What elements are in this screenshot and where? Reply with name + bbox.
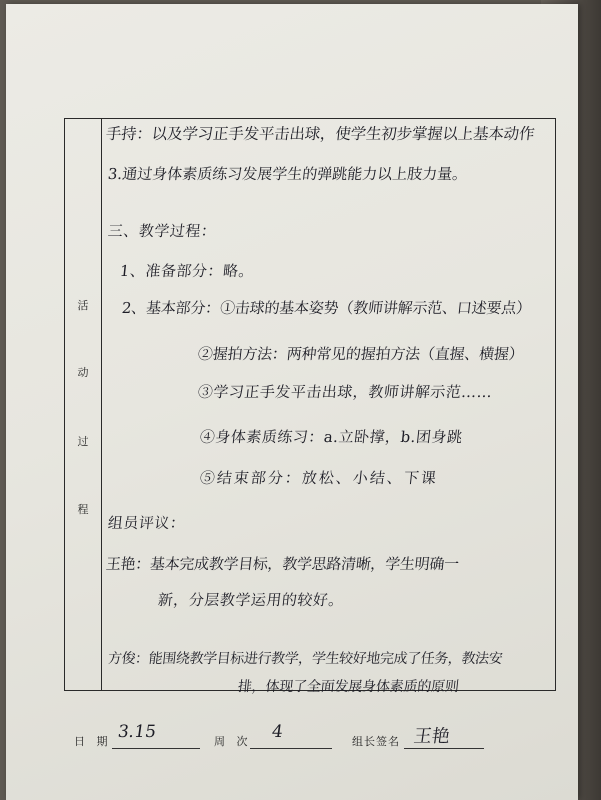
- week-label: 周 次: [214, 735, 252, 748]
- content-line: 3.通过身体素质练习发展学生的弹跳能力以上肢力量。: [107, 165, 469, 183]
- week-value: 4: [270, 722, 285, 742]
- content-line: ④身体素质练习：a.立卧撑，b.团身跳: [199, 428, 464, 446]
- content-line: ②握拍方法：两种常见的握拍方法（直握、横握）: [197, 345, 525, 363]
- content-line: 新，分层教学运用的较好。: [157, 591, 345, 609]
- content-line: 方俊：能围绕教学目标进行教学，学生较好地完成了任务，教法安: [107, 651, 504, 667]
- date-value: 3.15: [116, 722, 158, 742]
- section-label-column: [65, 119, 102, 690]
- content-line: 2、基本部分：①击球的基本姿势（教师讲解示范、口述要点）: [121, 299, 532, 317]
- section-label-char: 活: [77, 299, 89, 312]
- section-label-char: 动: [77, 366, 89, 379]
- content-line: ③学习正手发平击出球，教师讲解示范……: [197, 383, 494, 401]
- week-underline: [250, 748, 332, 749]
- content-line: 1、准备部分：略。: [119, 262, 255, 280]
- content-line: 排，体现了全面发展身体素质的原则: [237, 679, 460, 695]
- date-underline: [112, 748, 200, 749]
- content-line: 组员评议：: [107, 514, 187, 532]
- date-label: 日 期: [74, 735, 112, 748]
- leader-signature-label: 组长签名: [352, 735, 400, 748]
- leader-signature-value: 王艳: [412, 726, 452, 747]
- content-line: 王艳：基本完成教学目标，教学思路清晰，学生明确一: [105, 555, 460, 573]
- section-label-char: 程: [77, 503, 89, 516]
- content-line: 手持：以及学习正手发平击出球，使学生初步掌握以上基本动作: [104, 125, 536, 143]
- section-label-char: 过: [77, 435, 89, 448]
- content-line: ⑤结束部分：放松、小结、下课: [199, 469, 439, 487]
- content-line: 三、教学过程：: [107, 222, 218, 240]
- leader-signature-underline: [404, 748, 484, 749]
